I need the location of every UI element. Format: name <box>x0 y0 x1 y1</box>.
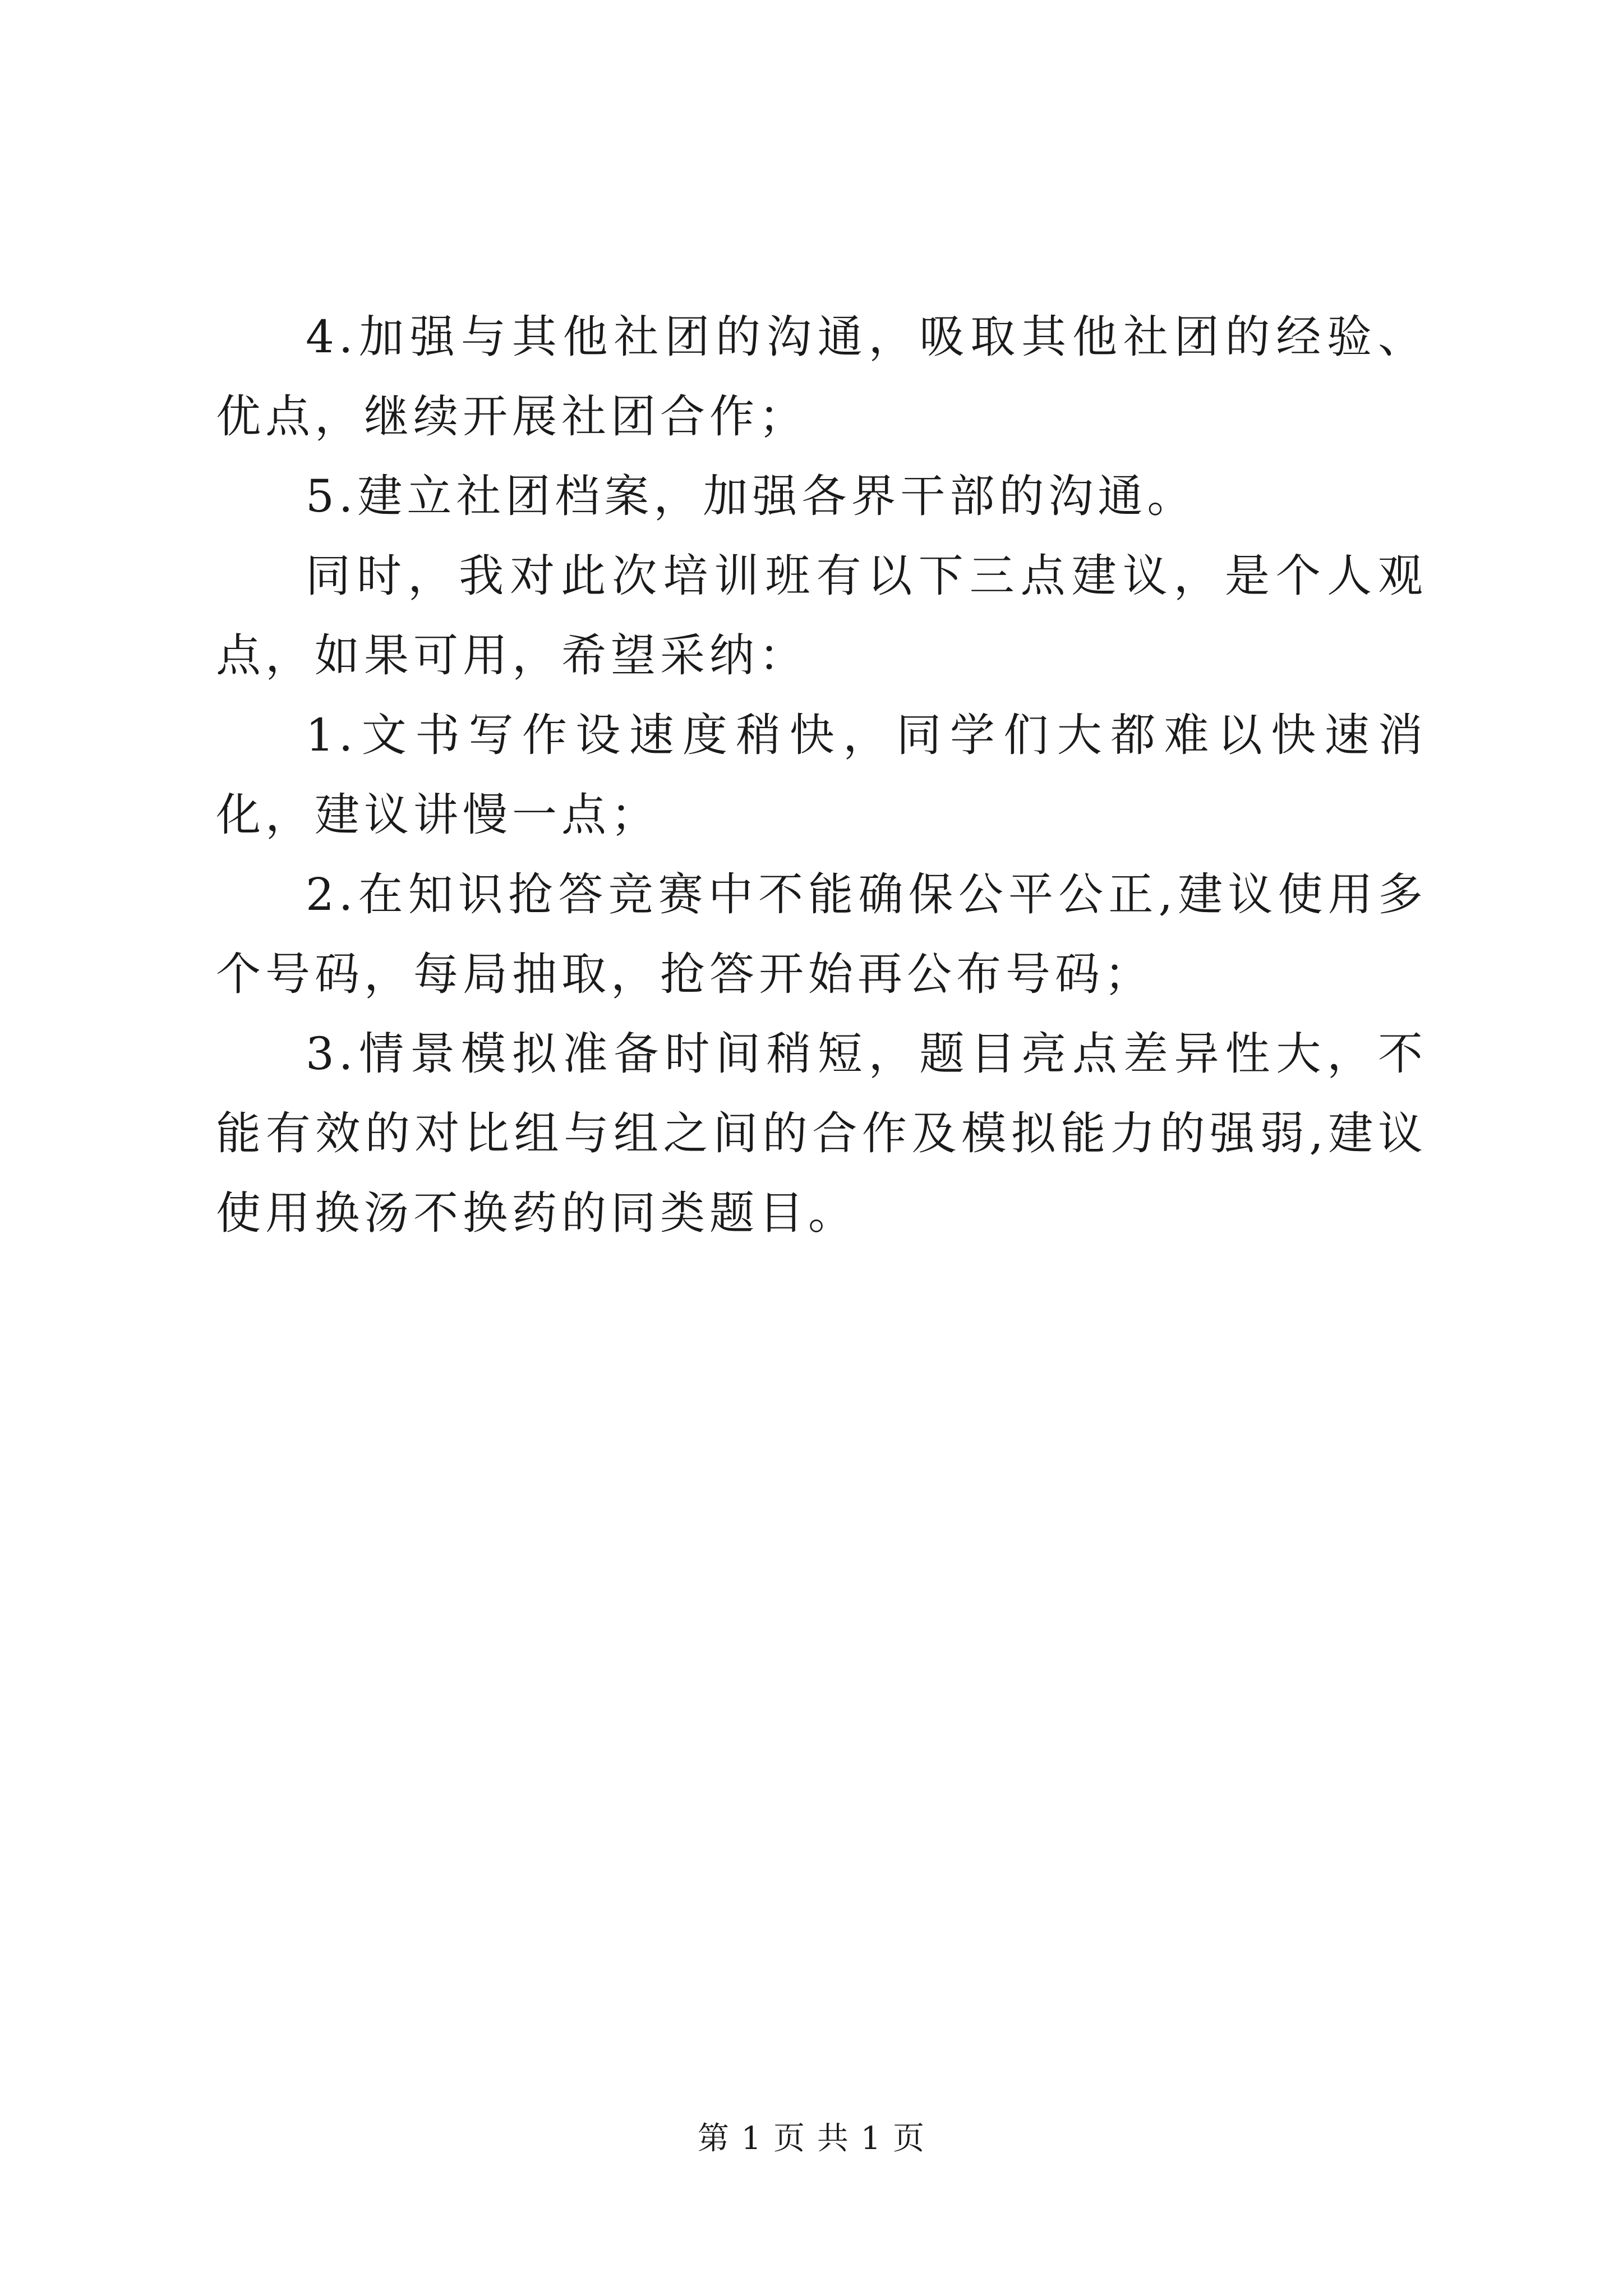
page-footer: 第 1 页 共 1 页 <box>697 2120 926 2157</box>
paragraph-suggestion-3: 3.情景模拟准备时间稍短，题目亮点差异性大，不能有效的对比组与组之间的合作及模拟能力的强弱,建议使用换汤不换药的同类题目。 <box>216 1028 1427 1239</box>
document-body <box>216 297 1427 1253</box>
paragraph-suggestions-intro: 同时，我对此次培训班有以下三点建议，是个人观点，如果可用，希望采纳： <box>216 550 1427 682</box>
paragraph-suggestion-1: 1.文书写作设速度稍快，同学们大都难以快速消化，建议讲慢一点； <box>216 709 1427 841</box>
paragraph-item-5: 5.建立社团档案，加强各界干部的沟通。 <box>306 470 1197 522</box>
paragraph-suggestion-2: 2.在知识抢答竞赛中不能确保公平公正,建议使用多个号码，每局抽取，抢答开始再公布号码； <box>216 868 1427 1000</box>
paragraph-item-4: 4.加强与其他社团的沟通，吸取其他社团的经验、优点，继续开展社团合作； <box>216 311 1427 443</box>
